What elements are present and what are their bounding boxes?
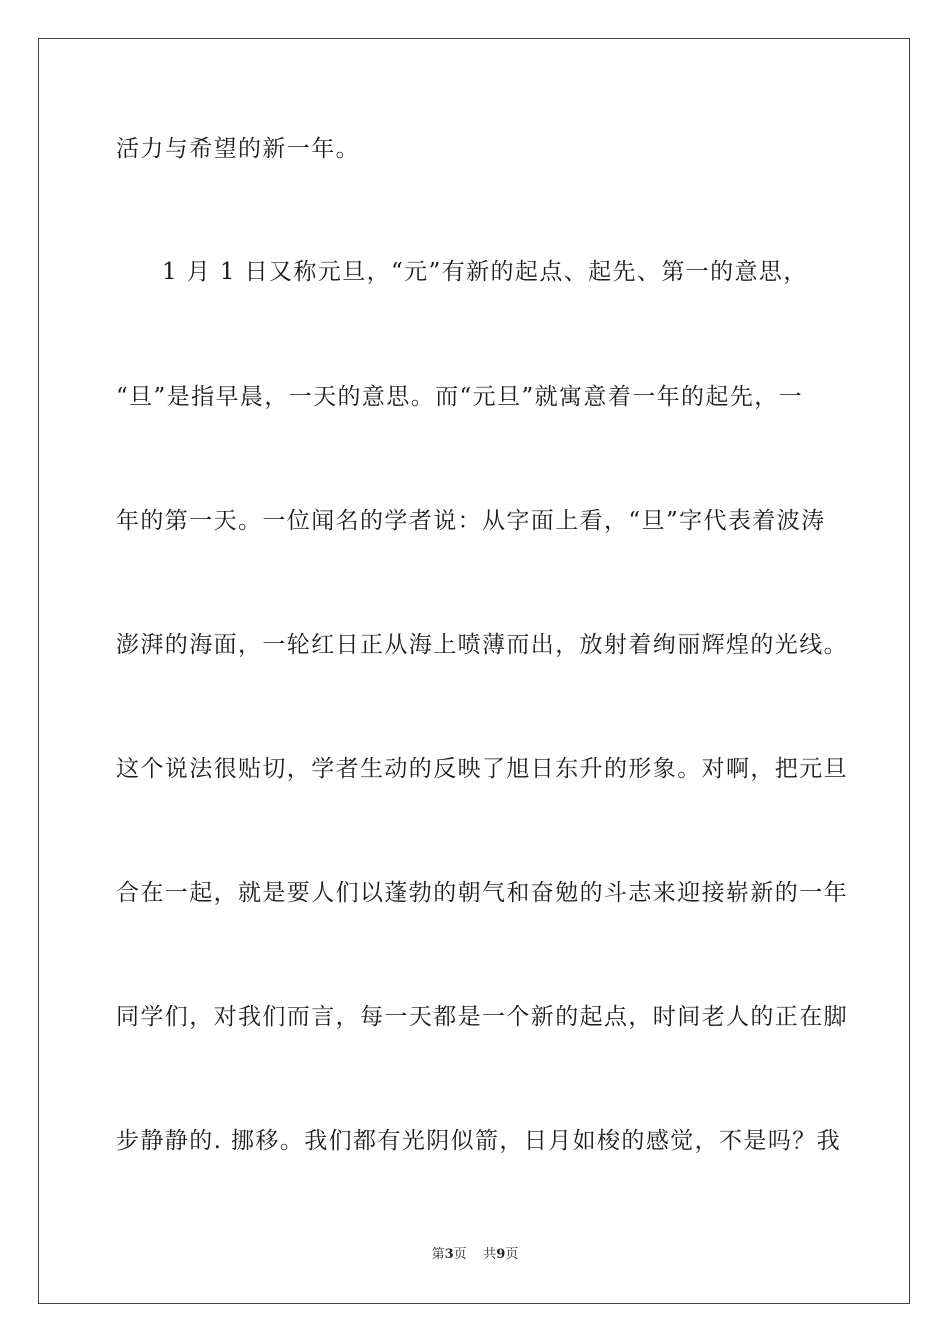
text-line-9: 步静静的. 挪移。我们都有光阴似箭，日月如梭的感觉，不是吗？我	[116, 1128, 842, 1154]
page-border	[38, 38, 910, 1304]
text-line-1: 活力与希望的新一年。	[116, 136, 360, 162]
page-total: 共9页	[483, 1247, 519, 1262]
text-line-4: 年的第一天。一位闻名的学者说：从字面上看，“旦”字代表着波涛	[116, 508, 826, 534]
page-number: 第3页	[431, 1247, 467, 1262]
text-line-6: 这个说法很贴切，学者生动的反映了旭日东升的形象。对啊，把元旦	[116, 756, 848, 782]
text-line-7: 合在一起，就是要人们以蓬勃的朝气和奋勉的斗志来迎接崭新的一年	[116, 880, 848, 906]
text-line-2: 1 月 1 日又称元旦，“元”有新的起点、起先、第一的意思，	[162, 259, 808, 285]
text-line-5: 澎湃的海面，一轮红日正从海上喷薄而出，放射着绚丽辉煌的光线。	[116, 632, 848, 658]
text-line-8: 同学们，对我们而言，每一天都是一个新的起点，时间老人的正在脚	[116, 1004, 848, 1030]
page-footer	[0, 1246, 950, 1264]
text-line-3: “旦”是指早晨，一天的意思。而“元旦”就寓意着一年的起先，一	[116, 384, 804, 410]
